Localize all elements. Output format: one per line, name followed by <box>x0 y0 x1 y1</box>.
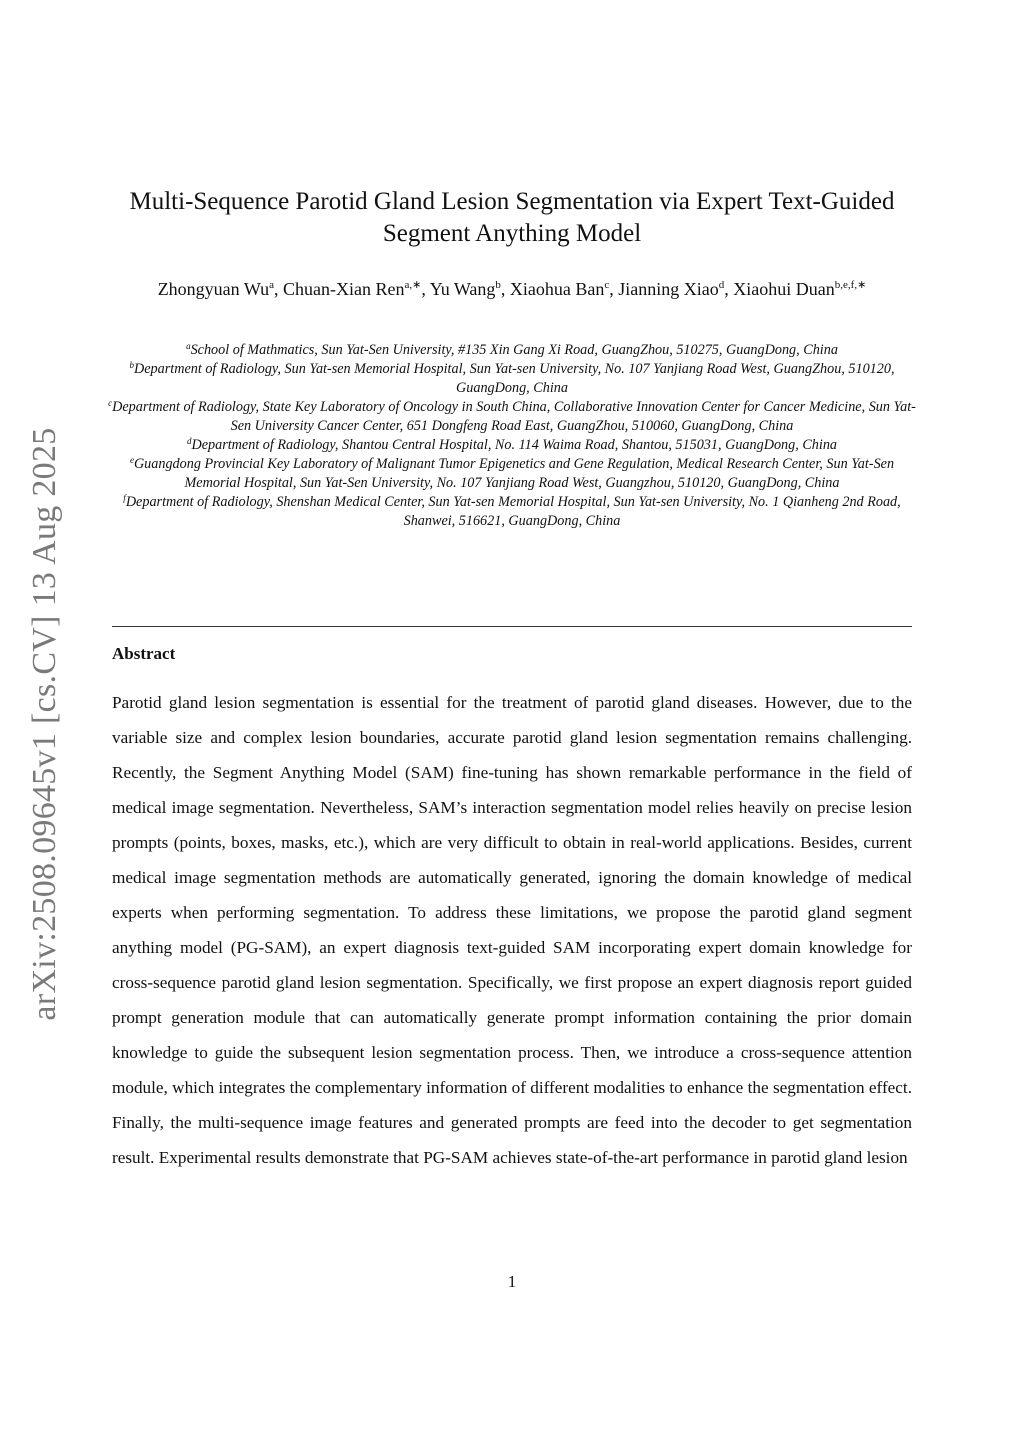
affiliation-item <box>104 398 920 436</box>
paper-title: Multi-Sequence Parotid Gland Lesion Segmentation via Expert Text-Guided Segment Anything Model <box>129 188 895 247</box>
author-affiliation-mark: a <box>269 279 275 291</box>
affiliation-item <box>104 493 920 531</box>
author-affiliation-mark: a,∗ <box>404 279 422 291</box>
author-name: Xiaohua Ban <box>509 279 605 299</box>
affiliation-mark: c <box>108 398 113 408</box>
author-affiliation-mark: b <box>495 279 501 291</box>
author-separator: , <box>500 279 510 299</box>
author-separator: , <box>274 279 284 299</box>
abstract-heading: Abstract <box>112 644 176 663</box>
author-separator: , <box>609 279 619 299</box>
author-name: Xiaohui Duan <box>733 279 835 299</box>
arxiv-identifier-stamp: arXiv:2508.09645v1 [cs.CV] 13 Aug 2025 <box>26 427 63 1021</box>
section-divider <box>112 626 912 627</box>
affiliation-text: Department of Radiology, Sun Yat-sen Memorial Hospital, Sun Yat-sen University, No. 107 Yanjiang Road West, GuangZhou, 510120, GuangDong, China <box>134 361 895 396</box>
author-separator: , <box>724 279 734 299</box>
page-number: 1 <box>507 1272 517 1291</box>
affiliation-item <box>104 341 920 360</box>
affiliation-list <box>104 341 920 531</box>
author-affiliation-mark: b,e,f,∗ <box>834 279 867 291</box>
author-affiliation-mark: d <box>718 279 725 291</box>
affiliation-mark: d <box>186 436 192 446</box>
affiliation-text: Department of Radiology, State Key Laboratory of Oncology in South China, Collaborative Innovation Center for Cancer Medicine, Sun Yat-Sen University Cancer Center, 651 Dongfeng Road East, GuangZhou, 510060, GuangDong, China <box>112 399 916 434</box>
author-name: Jianning Xiao <box>618 279 719 299</box>
affiliation-mark: e <box>129 455 134 465</box>
affiliation-item <box>104 360 920 398</box>
author-affiliation-mark: c <box>604 279 610 291</box>
affiliation-text: Department of Radiology, Shenshan Medical Center, Sun Yat-sen Memorial Hospital, Sun Yat-sen University, No. 1 Qianheng 2nd Road, Shanwei, 516621, GuangDong, China <box>125 494 901 529</box>
author-separator: , <box>421 279 430 299</box>
affiliation-mark: b <box>129 360 134 370</box>
author-name: Yu Wang <box>429 279 496 299</box>
affiliation-text: Department of Radiology, Shantou Central Hospital, No. 114 Waima Road, Shantou, 515031, GuangDong, China <box>191 437 838 453</box>
abstract-body: Parotid gland lesion segmentation is essential for the treatment of parotid gland diseases. However, due to the variable size and complex lesion boundaries, accurate parotid gland lesion segmentation remains challenging. Recently, the Segment Anything Model (SAM) fine-tuning has shown remarkable performance in the field of medical image segmentation. Nevertheless, SAM’s interaction segmentation model relies heavily on precise lesion prompts (points, boxes, masks, etc.), which are very difficult to obtain in real-world applications. Besides, current medical image segmentation methods are automatically generated, ignoring the domain knowledge of medical experts when performing segmentation. To address these limitations, we propose the parotid gland segment anything model (PG-SAM), an expert diagnosis text-guided SAM incorporating expert domain knowledge for cross-sequence parotid gland lesion segmentation. Specifically, we first propose an expert diagnosis report guided prompt generation module that can automatically generate prompt information containing the prior domain knowledge to guide the subsequent lesion segmentation process. Then, we introduce a cross-sequence attention module, which integrates the complementary information of different modalities to enhance the segmentation effect. Finally, the multi-sequence image features and generated prompts are feed into the decoder to get segmentation result. Experimental results demonstrate that PG-SAM achieves state-of-the-art performance in parotid gland lesion <box>112 693 912 1167</box>
affiliation-mark: f <box>123 493 126 503</box>
affiliation-text: School of Mathmatics, Sun Yat-Sen University, #135 Xin Gang Xi Road, GuangZhou, 510275, GuangDong, China <box>190 342 838 358</box>
affiliation-item <box>104 455 920 493</box>
author-name: Chuan-Xian Ren <box>283 279 405 299</box>
affiliation-mark: a <box>186 341 191 351</box>
author-name: Zhongyuan Wu <box>157 279 270 299</box>
author-list <box>112 278 912 301</box>
affiliation-text: Guangdong Provincial Key Laboratory of Malignant Tumor Epigenetics and Gene Regulation, Medical Research Center, Sun Yat-Sen Memorial Hospital, Sun Yat-Sen University, No. 107 Yanjiang Road West, Guangzhou, 510120, GuangDong, China <box>133 456 895 491</box>
affiliation-item <box>104 436 920 455</box>
